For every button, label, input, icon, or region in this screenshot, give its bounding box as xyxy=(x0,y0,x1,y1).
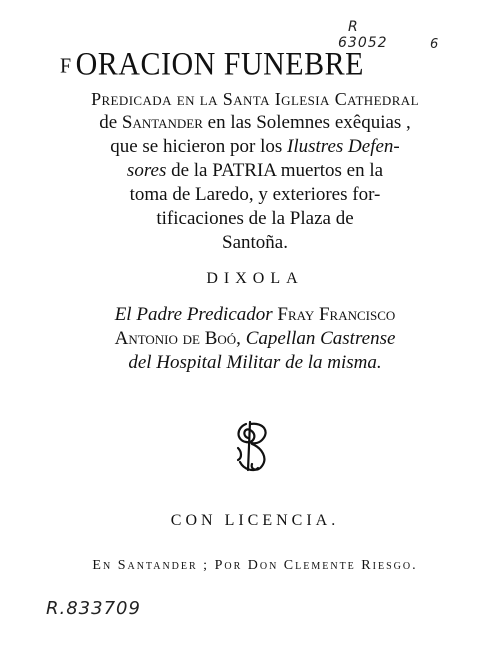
body-text: muertos en la xyxy=(275,160,384,181)
body-text: que se hicieron por los xyxy=(110,136,287,157)
predicador-line-1 xyxy=(40,304,470,326)
body-line-1: Predicada en la Santa Iglesia Cathedral xyxy=(91,89,419,109)
imprint-line: En Santander ; Por Don Clemente Riesgo. xyxy=(92,558,418,573)
handwritten-shelfmark: R.833709 xyxy=(46,598,141,619)
body-line-7: Santoña. xyxy=(222,232,288,253)
predicador-italic: El Padre Predicador xyxy=(114,304,278,325)
licencia-line: CON LICENCIA. xyxy=(170,512,340,529)
body-text-italic: Ilustres Defen- xyxy=(287,136,400,157)
handwritten-letter: R xyxy=(348,19,358,35)
handwritten-number: 63052 xyxy=(338,35,388,51)
predicador-smallcaps: Fray Francisco xyxy=(277,304,396,325)
dixola-heading: DIXOLA xyxy=(206,270,304,287)
title-leading-mark: F xyxy=(60,54,72,78)
body-text: de la xyxy=(166,160,213,181)
predicador-line-3: del Hospital Militar de la misma. xyxy=(128,352,382,373)
body-line-4 xyxy=(40,160,470,182)
body-text-smallcaps: Santander xyxy=(121,112,203,133)
body-line-5: toma de Laredo, y exteriores for- xyxy=(129,184,381,205)
body-text: de xyxy=(99,112,122,133)
body-line-3 xyxy=(40,136,470,158)
page-title xyxy=(60,47,440,85)
predicador-italic: Capellan Castrense xyxy=(245,328,396,349)
body-text-italic: sores xyxy=(126,160,167,181)
body-line-6: tificaciones de la Plaza de xyxy=(156,208,354,229)
body-text: en las Solemnes exêquias , xyxy=(202,112,411,133)
monogram-ornament-icon xyxy=(232,418,276,474)
handwritten-corner-mark: 6 xyxy=(430,37,439,52)
predicador-line-2 xyxy=(40,328,470,350)
title-text: ORACION FUNEBRE xyxy=(75,46,364,83)
body-line-2 xyxy=(40,112,470,134)
predicador-smallcaps: Antonio de Boó, xyxy=(114,328,246,349)
body-text-caps: PATRIA xyxy=(212,160,276,181)
